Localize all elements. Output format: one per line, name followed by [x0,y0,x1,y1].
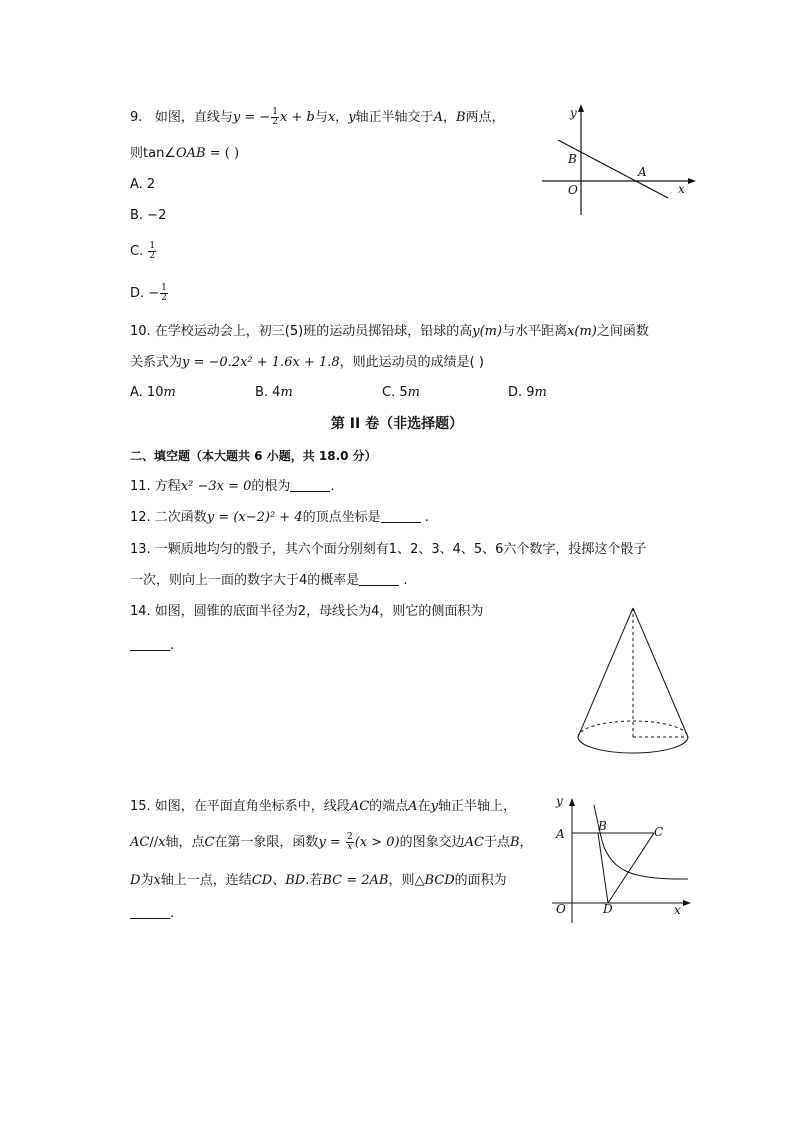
q15-text-g: 的图象交边 [399,835,465,850]
q15-y: y [430,799,438,814]
q9-option-c-num: 1 [149,241,156,251]
q9-x-arrow [688,178,696,184]
q9-text-b: 与 [314,110,328,125]
cone-right-edge [633,608,688,737]
q13-text: 一次，则向上一面的数字大于4的概率是 [130,573,360,588]
q15-text-c: 在 [417,799,431,814]
q9-fig-b-label: B [568,152,577,166]
q9-option-d-den: 2 [161,293,167,303]
q9-eq-tail: + b [287,110,315,125]
q14-end: . [170,638,175,653]
q9-text-e: 两点， [465,110,505,125]
q12-end: . [420,510,429,525]
q11-text-b: 的根为 [251,479,291,494]
q15-figure [550,795,700,925]
q10-option-d-text: D. 9 [508,385,535,400]
q9-option-c-frac [148,242,156,261]
q11-equation: x² −3x = 0 [180,479,252,494]
q15-line4 [130,904,174,924]
q15-y-arrow [569,798,575,806]
q15-segment-cd [608,833,654,903]
q15-text-b: 的端点 [369,799,409,814]
q10-text-c: 之间函数 [596,324,649,339]
q15-text-n: 的面积为 [454,873,507,888]
q13-blank[interactable] [359,573,399,586]
q9-point-a: A [433,110,443,125]
q15-ac-3: AC [464,835,484,850]
q9-point-b: B [455,110,466,125]
q9-eq-y: y [232,110,241,125]
q9-frac [271,108,279,127]
section-heading: 二、填空题（本大题共 6 小题，共 18.0 分） [130,449,377,463]
q15-d: D [130,873,141,888]
q9-x-var: x [327,110,336,125]
q11 [130,477,335,497]
cone-figure [570,600,700,760]
q13-line1: 13. 一颗质地均匀的骰子，其六个面分别刻有1、2、3、4、5、6六个数字，投掷这个骰子 [130,542,647,557]
q15-func-y: y = [318,835,345,850]
q14-line2 [130,636,174,656]
q10-option-c-unit: m [407,385,420,400]
q12-text-b: 的顶点坐标是 [302,510,381,525]
q15-a: A [408,799,418,814]
q10-option-c [382,383,420,403]
q9-option-c [130,242,157,262]
q15-ac: AC [349,799,370,814]
q15-func-num: 2 [346,832,353,842]
q10-option-a-unit: m [163,385,176,400]
q10-option-b [255,383,293,403]
q15-text-d: 轴正半轴上， [437,799,516,814]
q15-ac-2: AC [130,835,150,850]
q9-y-arrow [578,104,584,112]
q9-number: 9. [130,110,143,125]
q10-line2 [130,353,484,373]
q15-text-h: 于点 [483,835,510,850]
q15-fig-y-label: y [556,794,563,808]
q12 [130,508,429,528]
q15-func-den: x [347,842,353,852]
q9-option-d [130,284,169,304]
q15-cd: CD [251,873,273,888]
q15-func-cond: (x > 0) [354,835,400,850]
q10-text-b: 与水平距离 [502,324,568,339]
q9-fig-a-label: A [638,165,647,179]
q15-line3 [130,871,507,891]
q9-option-d-num: 1 [161,283,167,293]
q9-eq-eq: = − [240,110,271,125]
q15-blank[interactable] [130,906,170,919]
q9-fig-y-label: y [570,106,577,120]
q9-eq-x: x [279,110,288,125]
q9-tan: 则tan∠ [130,146,176,161]
q9-fig-o-label: O [568,183,578,197]
q11-text-a: 11. 方程 [130,479,181,494]
q15-fig-b-label: B [598,819,607,833]
q9-comma: ， [442,110,456,125]
q9-paren: = ( ) [205,146,240,161]
q10-line1 [130,322,649,342]
q9-option-b: B. −2 [130,208,167,223]
q9-text: 如图，直线与 [154,110,233,125]
q15-bcd: BCD [424,873,455,888]
q10-option-b-unit: m [280,385,293,400]
q10-text-a: 10. 在学校运动会上，初三(5)班的运动员掷铅球，铅球的高 [130,324,473,339]
q15-b: B [509,835,520,850]
q15-fig-a-label: A [556,827,565,841]
q9-option-c-den: 2 [149,251,156,261]
section-title: 第 II 卷（非选择题） [330,416,464,432]
q10-option-a [130,383,176,403]
q9-frac-num: 1 [272,107,278,117]
q12-text-a: 12. 二次函数 [130,510,207,525]
q11-blank[interactable] [290,479,330,492]
q15-x-arrow [683,900,691,906]
q10-ym: y(m) [472,324,503,339]
q15-fig-c-label: C [654,825,664,839]
q15-text-j: 为 [140,873,154,888]
q15-x: x [158,835,166,850]
q15-text-k: 轴上一点，连结 [160,873,252,888]
q9-option-c-label: C. [130,244,144,259]
q10-equation: y = −0.2x² + 1.6x + 1.8 [182,355,340,370]
q9-figure [540,100,700,210]
q10-text-e: ，则此运动员的成绩是( ) [339,355,484,370]
q10-option-b-text: B. 4 [255,385,281,400]
q12-equation: y = (x−2)² + 4 [206,510,303,525]
q15-text-f: 在第一象限，函数 [214,835,319,850]
q15-c: C [204,835,215,850]
q10-option-a-text: A. 10 [130,385,164,400]
q15-parallel: // [149,835,159,850]
q9-line1 [130,108,505,128]
q9-y-var: y [348,110,356,125]
q15-sep: 、 [272,873,286,888]
q15-hyperbola [594,805,688,879]
q9-option-d-frac [160,284,168,303]
cone-left-edge [578,608,633,737]
q15-text-i: ， [519,835,533,850]
q15-bd: BD [285,873,306,888]
q15-text-e: 轴，点 [165,835,205,850]
q10-xm: x(m) [567,324,597,339]
q13-line2 [130,571,408,591]
q10-text-d: 关系式为 [130,355,183,370]
q15-x-2: x [153,873,161,888]
q15-text-l: .若 [305,873,323,888]
q15-end: . [170,906,175,921]
q9-text-d: 轴正半轴交于 [355,110,434,125]
q14-line1: 14. 如图，圆锥的底面半径为2，母线长为4，则它的侧面积为 [130,604,484,619]
q11-end: . [330,479,335,494]
q15-line2 [130,833,533,853]
q9-line2 [130,144,239,164]
q10-option-d-unit: m [534,385,547,400]
q9-text-c: ， [335,110,349,125]
q14-blank[interactable] [130,638,170,651]
q10-option-c-text: C. 5 [382,385,408,400]
q9-option-d-label: D. − [130,286,160,301]
q15-condition: BC = 2AB [322,873,389,888]
q10-option-d [508,383,547,403]
q15-fig-d-label: D [603,902,613,916]
q13-end: . [399,573,408,588]
q15-fig-o-label: O [556,902,566,916]
cone-base-front [578,737,688,753]
q12-blank[interactable] [381,510,421,523]
q15-text-a: 15. 如图，在平面直角坐标系中，线段 [130,799,350,814]
q9-fig-x-label: x [678,182,685,196]
q15-func-frac [346,833,354,852]
q9-option-a: A. 2 [130,177,156,192]
q9-frac-den: 2 [272,117,278,127]
q15-fig-x-label: x [674,903,681,917]
q15-line1 [130,797,516,817]
q9-oab: OAB [175,146,206,161]
q15-text-m: ，则△ [388,873,425,888]
